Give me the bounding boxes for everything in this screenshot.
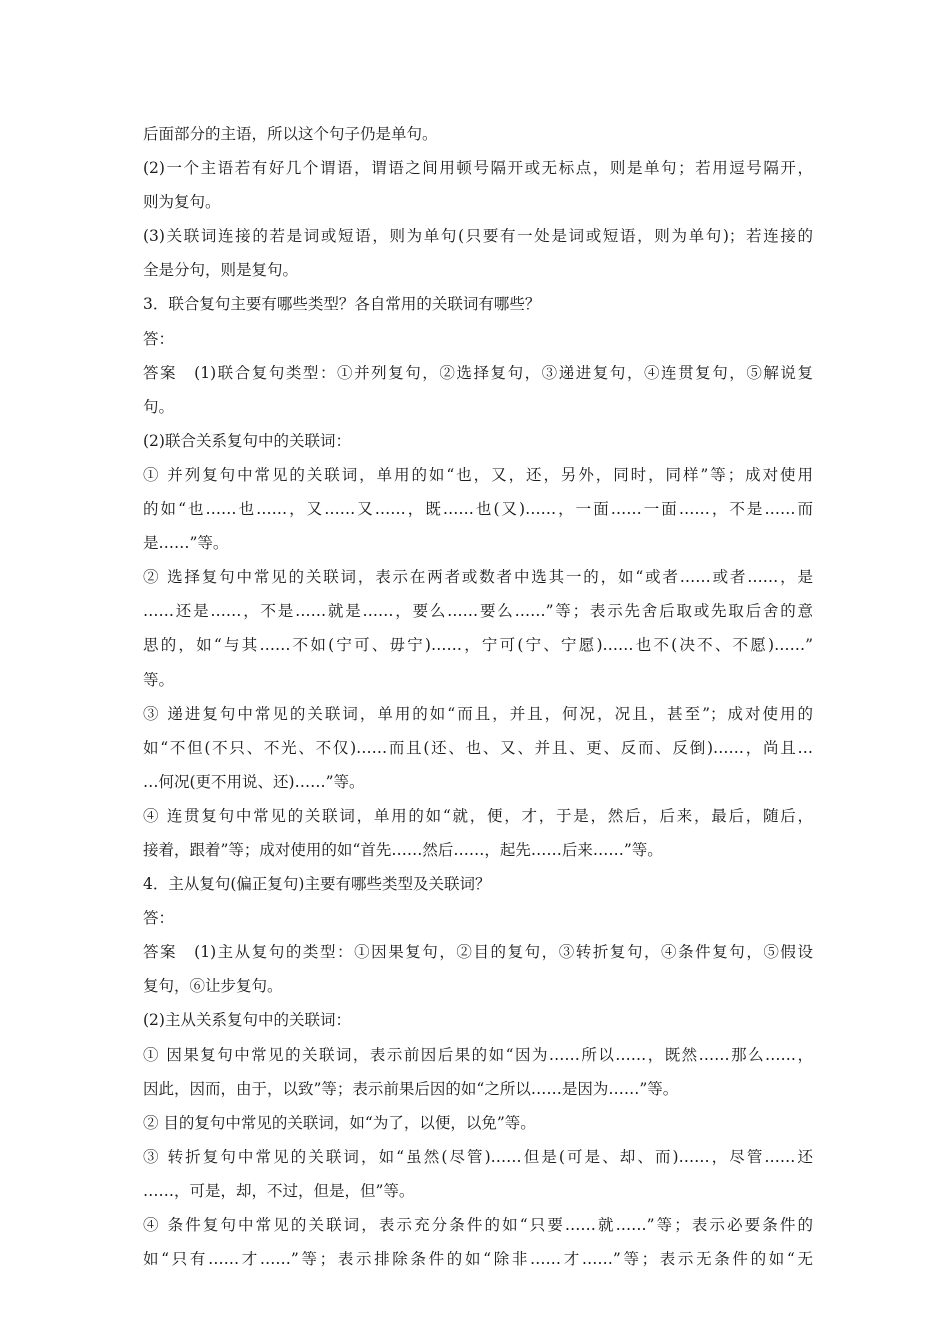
text-line: (2)一个主语若有好几个谓语，谓语之间用顿号隔开或无标点，则是单句；若用逗号隔开， bbox=[143, 159, 813, 178]
text-line: 答案 (1)联合复句类型：①并列复句，②选择复句，③递进复句，④连贯复句，⑤解说复 bbox=[143, 363, 813, 382]
text-line: 复句，⑥让步复句。 bbox=[143, 977, 283, 996]
text-line: (3)关联词连接的若是词或短语，则为单句(只要有一处是词或短语，则为单句)；若连接的 bbox=[143, 227, 813, 246]
text-line: ③ 转折复句中常见的关联词，如“虽然(尽管)……但是(可是、却、而)……，尽管……还 bbox=[143, 1147, 813, 1166]
text-line: ④ 条件复句中常见的关联词，表示充分条件的如“只要……就……”等；表示必要条件的 bbox=[143, 1216, 813, 1234]
text-line: ……还是……，不是……就是……，要么……要么……”等；表示先舍后取或先取后舍的意 bbox=[143, 602, 813, 621]
text-line: ③ 递进复句中常见的关联词，单用的如“而且，并且，何况，况且，甚至”；成对使用的 bbox=[143, 704, 813, 723]
text-line: (2)主从关系复句中的关联词： bbox=[143, 1011, 351, 1030]
text-line: 如“只有……才……”等；表示排除条件的如“除非……才……”等；表示无条件的如“无 bbox=[143, 1250, 813, 1269]
text-line: 等。 bbox=[143, 670, 175, 689]
text-line: 的如“也……也……，又……又……，既……也(又)……，一面……一面……，不是……而 bbox=[143, 500, 813, 519]
text-line: ② 目的复句中常见的关联词，如“为了，以便，以免”等。 bbox=[143, 1113, 536, 1132]
text-line: 4．主从复句(偏正复句)主要有哪些类型及关联词？ bbox=[143, 875, 491, 894]
text-line: 是……”等。 bbox=[143, 534, 229, 553]
text-line: 答： bbox=[143, 909, 175, 928]
text-line: …何况(更不用说、还)……”等。 bbox=[143, 772, 365, 791]
text-line: 句。 bbox=[143, 397, 175, 416]
text-line: 如“不但(不只、不光、不仅)……而且(还、也、又、并且、更、反而、反倒)……，尚且… bbox=[143, 738, 813, 757]
text-line: 因此，因而，由于，以致”等；表示前果后因的如“之所以……是因为……”等。 bbox=[143, 1079, 679, 1098]
text-line: ④ 连贯复句中常见的关联词，单用的如“就，便，才，于是，然后，后来，最后，随后， bbox=[143, 806, 813, 825]
text-line: 答： bbox=[143, 329, 175, 348]
text-line: ……，可是，却，不过，但是，但”等。 bbox=[143, 1181, 415, 1200]
text-line: 则为复句。 bbox=[143, 193, 221, 212]
text-line: 后面部分的主语，所以这个句子仍是单句。 bbox=[143, 125, 438, 143]
text-line: 3．联合复句主要有哪些类型？各自常用的关联词有哪些？ bbox=[143, 295, 541, 314]
text-line: ① 因果复句中常见的关联词，表示前因后果的如“因为……所以……，既然……那么……， bbox=[143, 1045, 813, 1064]
document-body bbox=[143, 117, 813, 1276]
text-line: ② 选择复句中常见的关联词，表示在两者或数者中选其一的，如“或者……或者……，是 bbox=[143, 568, 813, 587]
text-line: ① 并列复句中常见的关联词，单用的如“也，又，还，另外，同时，同样”等；成对使用 bbox=[143, 465, 813, 484]
text-line: (2)联合关系复句中的关联词： bbox=[143, 431, 351, 450]
text-line: 思的，如“与其……不如(宁可、毋宁)……，宁可(宁、宁愿)……也不(决不、不愿)……” bbox=[143, 636, 813, 655]
text-line: 答案 (1)主从复句的类型：①因果复句，②目的复句，③转折复句，④条件复句，⑤假设 bbox=[143, 943, 813, 962]
text-line: 全是分句，则是复句。 bbox=[143, 261, 299, 280]
text-line: 接着，跟着”等；成对使用的如“首先……然后……，起先……后来……”等。 bbox=[143, 840, 663, 859]
